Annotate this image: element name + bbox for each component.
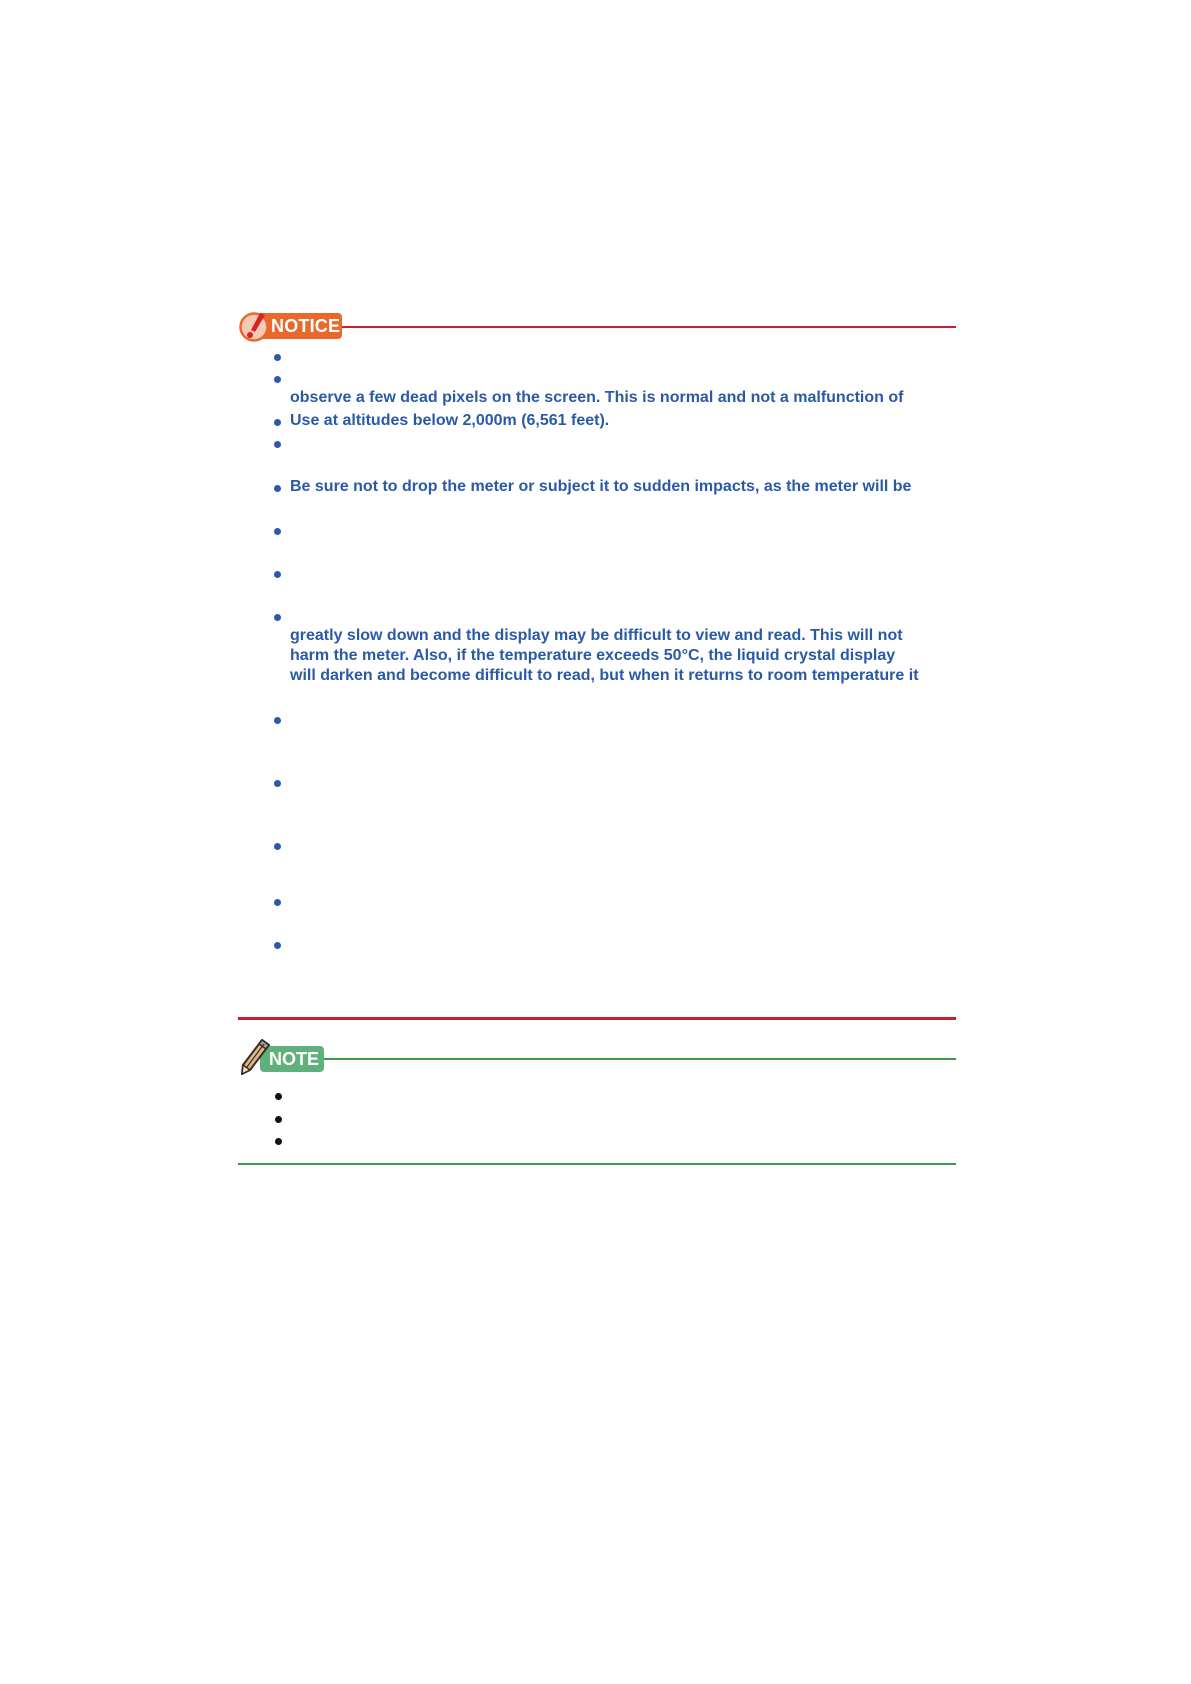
notice-item-2-line-2: observe a few dead pixels on the screen. This is normal and not a malfunction of bbox=[290, 389, 904, 406]
notice-item-8-line-2: greatly slow down and the display may be difficult to view and read. This will not bbox=[290, 627, 903, 644]
bullet-icon bbox=[274, 780, 281, 787]
note-badge bbox=[238, 1038, 328, 1076]
note-bottom-rule bbox=[238, 1163, 956, 1165]
notice-top-rule bbox=[328, 326, 956, 328]
note-bullet-3 bbox=[275, 1138, 282, 1145]
bullet-icon bbox=[274, 899, 281, 906]
bullet-icon bbox=[274, 376, 281, 383]
bullet-icon bbox=[274, 419, 281, 426]
notice-header bbox=[238, 310, 956, 344]
bullet-icon bbox=[274, 942, 281, 949]
notice-item-8-line-4: will darken and become difficult to read, but when it returns to room temperature it bbox=[290, 667, 919, 684]
bullet-icon bbox=[274, 441, 281, 448]
notice-bottom-rule bbox=[238, 1017, 956, 1020]
bullet-icon bbox=[274, 843, 281, 850]
bullet-icon bbox=[274, 571, 281, 578]
bullet-icon bbox=[274, 528, 281, 535]
bullet-icon bbox=[274, 717, 281, 724]
notice-label: NOTICE bbox=[271, 316, 341, 336]
notice-item-5-line-1: Be sure not to drop the meter or subject it to sudden impacts, as the meter will be bbox=[290, 478, 912, 495]
notice-item-3-line-1: Use at altitudes below 2,000m (6,561 feet). bbox=[290, 412, 610, 429]
bullet-icon bbox=[274, 485, 281, 492]
notice-section bbox=[238, 310, 956, 684]
note-top-rule bbox=[318, 1058, 956, 1060]
note-label: NOTE bbox=[269, 1049, 320, 1069]
notice-badge bbox=[238, 310, 344, 342]
bullet-icon bbox=[274, 354, 281, 361]
bullet-icon bbox=[274, 614, 281, 621]
notice-item-8-line-3: harm the meter. Also, if the temperature exceeds 50°C, the liquid crystal display bbox=[290, 647, 896, 664]
note-bullet-1 bbox=[275, 1093, 282, 1100]
note-bullet-2 bbox=[275, 1116, 282, 1123]
